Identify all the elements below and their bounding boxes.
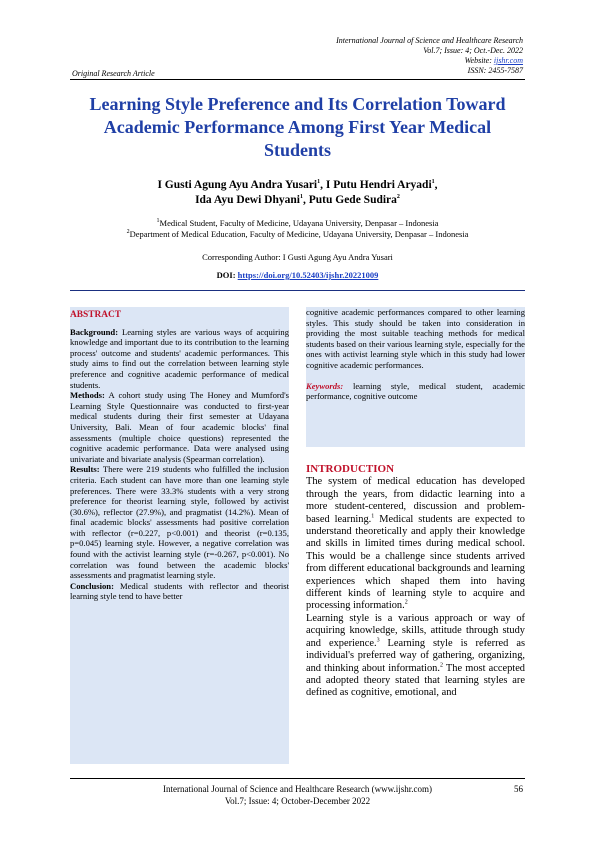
affiliation-1: $^1$Medical Student, Faculty of Medicine, Udayana University, Denpasar – Indonesia [156,218,439,228]
author-list [70,178,525,208]
introduction-heading: INTRODUCTION [306,463,395,475]
abstract-background: Background: Learning styles are various ways of acquiring knowledge and important due to its contribution to the learning process' outcome and students' academic performances. This study aims to find out the correlation between learning style preference and cognitive academic performance of medical students. [70,326,289,390]
abstract-box-right [306,307,525,447]
abstract-box-left [70,307,289,764]
intro-paragraph-1: The system of medical education has developed through the years, from didactic learning into a more student-centered, discussion and problem-based learning.$^1$ Medical students are expected to understand theoretically and apply their knowledge and skills in limited times during medical school. This would be a challenge since students arrived from different educational backgrounds and learning experiences which shaped them into having different kinds of learning style to acquire and processing information.$^2$ [306,476,526,612]
page-number: 56 [514,784,523,794]
article-type: Original Research Article [72,69,155,78]
header-divider [70,79,525,80]
website-link[interactable]: ijshr.com [493,56,523,65]
doi-link[interactable]: https://doi.org/10.52403/ijshr.20221009 [237,270,379,280]
paper-title: Learning Style Preference and Its Correlation Toward Academic Performance Among First Year Medical Students [89,94,506,160]
introduction-section [306,463,525,700]
corresponding-author: Corresponding Author: I Gusti Agung Ayu Andra Yusari [202,252,393,262]
footer-journal: International Journal of Science and Healthcare Research (www.ijshr.com) [162,784,433,794]
journal-name: International Journal of Science and Healthcare Research [336,36,523,45]
abstract-results: Results: There were 219 students who fulfilled the inclusion criteria. Each student can have more than one learning style preferences. There were 33.3% students with a very strong preference for theorist learning style, followed by activist (30.6%), reflector (27.9%), and pragmatist (14.2%). Mean of final academic blocks' assessments had positive correlation with reflector (r=0.227, p<0.001) and theorist (r=0.135, p=0.045) learning style. However, a negative correlation was found with the activist learning style (r=-0.267, p<0.001). No correlation was found between the academic blocks' assessments and pragmatist learning style. [70,464,289,581]
abstract-keywords: Keywords: learning style, medical student, academic performance, cognitive outcome [306,380,525,402]
author-line-2: Ida Ayu Dewi Dhyani$^1$, Putu Gede Sudira$^2$ [195,194,400,206]
footer-volume: Vol.7; Issue: 4; October-December 2022 [224,796,371,806]
running-header [336,36,523,76]
journal-volume: Vol.7; Issue: 4; Oct.-Dec. 2022 [423,46,523,55]
abstract-heading: ABSTRACT [70,310,122,320]
intro-paragraph-2: Learning style is a various approach or way of acquiring knowledge, skills, attitude through study and experience.$^3$ Learning style is referred as individual's preferred way of gathering, organizing, and thinking about information.$^2$ The most accepted and adopted theory stated that learning styles are defined as cognitive, emotional, and [306,612,525,699]
journal-website: Website: ijshr.com [464,56,523,65]
abstract-conclusion-start: Conclusion: Medical students with reflector and theorist learning style tend to have better [70,580,289,602]
abstract-methods: Methods: A cohort study using The Honey and Mumford's Learning Style Questionnaire was conducted to first-year medical students during their first semester at Udayana University, Bali. Mean of four academic blocks' final assessments (multiple choice questions) represented the cognitive academic performance. Data were analysed using univariate and bivariate analysis (Spearman correlation). [70,390,289,464]
journal-issn: ISSN: 2455-7587 [467,66,523,75]
doi-divider [70,290,525,291]
abstract-conclusion-end: cognitive academic performances compared to other learning styles. This study should be taken into consideration in providing the most suitable teaching methods for medical students based on their various learning style, especially for the ones with activist learning style which in this study had lower cognitive academic performances. [306,307,525,370]
footer-divider [70,778,525,779]
doi-line: DOI: https://doi.org/10.52403/ijshr.20221009 [216,270,379,280]
affiliation-2: $^2$Department of Medical Education, Faculty of Medicine, Udayana University, Denpasar – Indonesia [126,229,469,239]
author-line-1: I Gusti Agung Ayu Andra Yusari$^1$, I Putu Hendri Aryadi$^1$, [157,179,438,191]
affiliations [70,218,525,240]
